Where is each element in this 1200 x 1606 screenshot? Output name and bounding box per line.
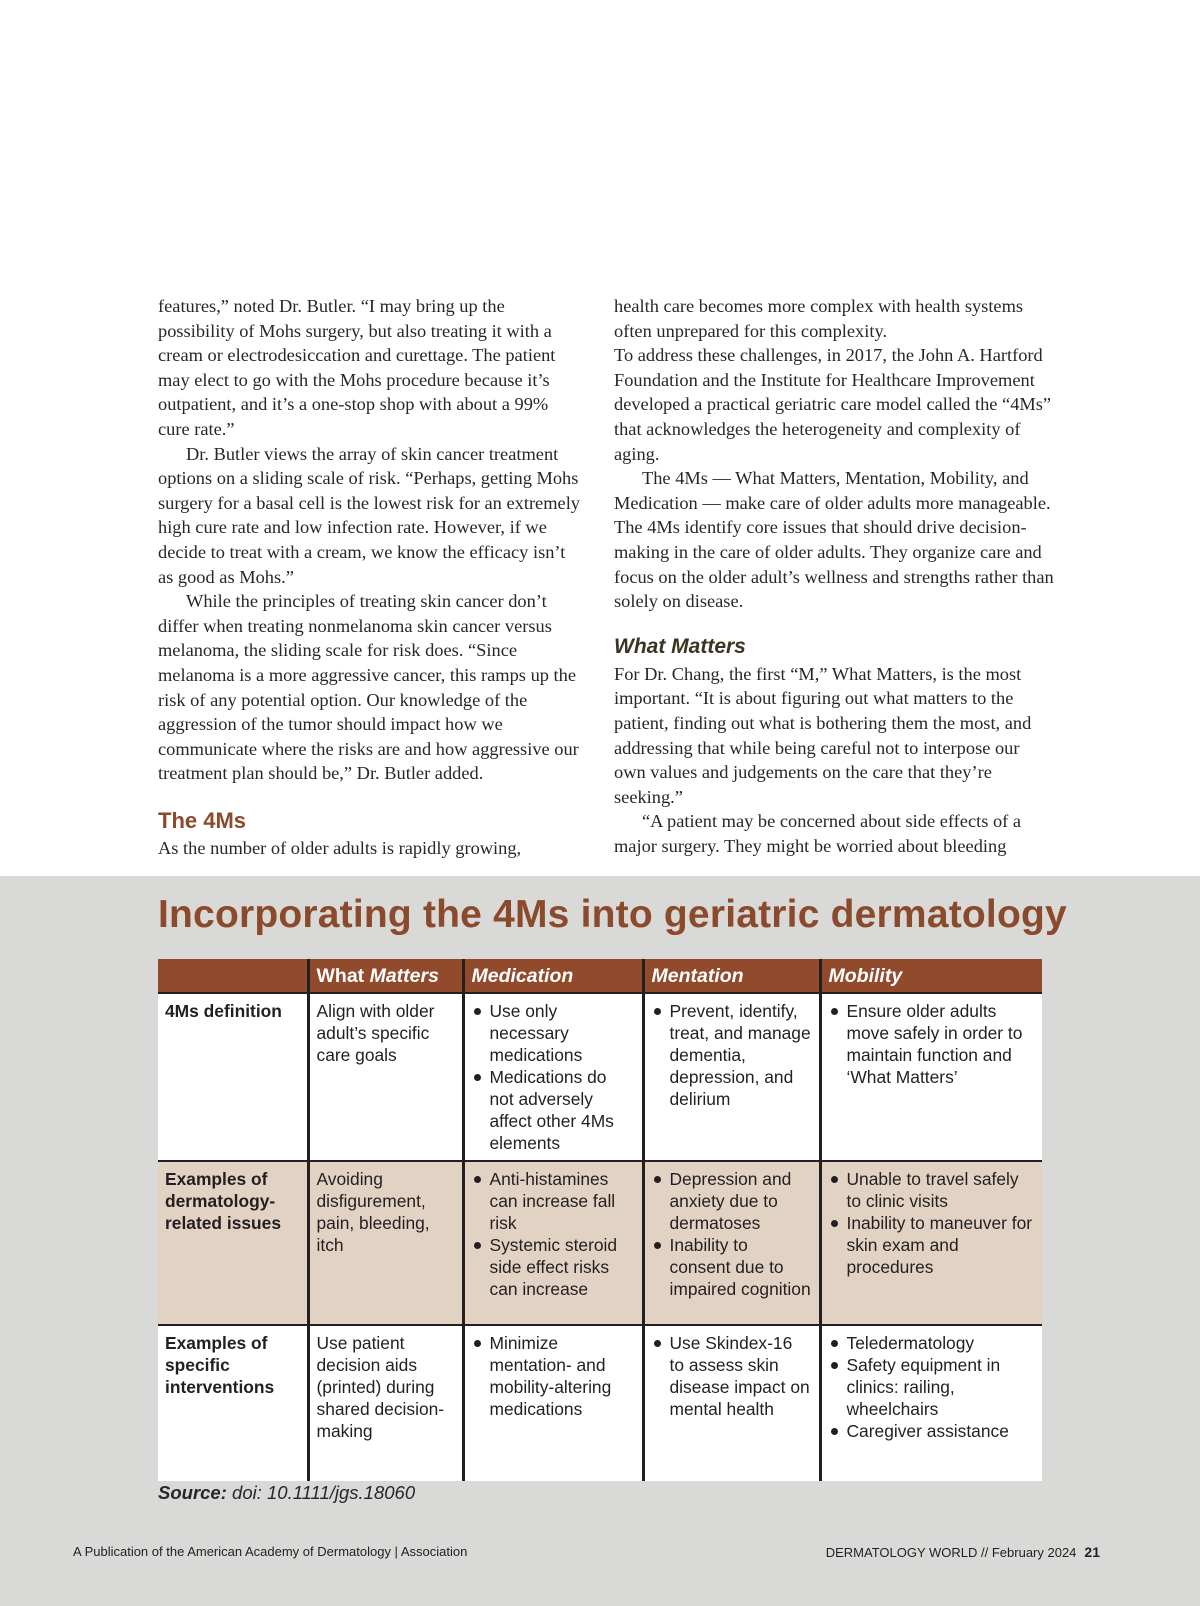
paragraph: The 4Ms — What Matters, Mentation, Mobility, and Medication — make care of older adults more manageable. The 4Ms identify core issues that should drive decision-making in the care of older adults. They organize care and focus on the older adult’s wellness and strengths rather than solely on disease. [614, 468, 1054, 612]
header-text-italic: Medication [471, 965, 574, 987]
bullet-list [829, 1000, 1036, 1088]
cell-mentation [643, 1161, 820, 1325]
cell-medication [463, 1325, 643, 1481]
list-item: Inability to maneuver for skin exam and procedures [829, 1212, 1036, 1278]
list-item: Caregiver assistance [829, 1420, 1036, 1442]
page-number: 21 [1084, 1544, 1100, 1560]
article-column-right [614, 294, 1054, 858]
bullet-list [829, 1168, 1036, 1278]
panel-title: Incorporating the 4Ms into geriatric dermatology [158, 893, 1067, 936]
header-medication [463, 959, 643, 993]
footer-issue [826, 1544, 1100, 1560]
footer-publication: A Publication of the American Academy of Dermatology | Association [73, 1544, 468, 1559]
list-item: Medications do not adversely affect other 4Ms elements [472, 1066, 635, 1154]
row-label: Examples of dermatology-related issues [158, 1161, 308, 1325]
header-text-italic: Mobility [828, 965, 903, 987]
table-row [158, 993, 1042, 1161]
bullet-list [472, 1168, 635, 1300]
bullet-list [652, 1332, 812, 1420]
bullet-list [652, 1000, 812, 1110]
source-label: Source: [158, 1482, 227, 1503]
source-doi: doi: 10.1111/jgs.18060 [232, 1482, 416, 1503]
cell-what-matters: Use patient decision aids (printed) during shared decision-making [308, 1325, 463, 1481]
list-item: Use only necessary medications [472, 1000, 635, 1066]
header-blank [158, 959, 308, 993]
row-label: Examples of specific interventions [158, 1325, 308, 1481]
table-row [158, 1325, 1042, 1481]
paragraph: Dr. Butler views the array of skin cancer treatment options on a sliding scale of risk. “Perhaps, getting Mohs surgery for a basal cell is the lowest risk for an extremely high cure rate and low infection rate. However, if we decide to treat with a cream, we know the efficacy isn’t as good as Mohs.” [158, 443, 580, 587]
list-item: Ensure older adults move safely in order to maintain function and ‘What Matters’ [829, 1000, 1036, 1088]
bullet-list [472, 1332, 635, 1420]
paragraph: To address these challenges, in 2017, the John A. Hartford Foundation and the Institute for Healthcare Improvement developed a practical geriatric care model called the “4Ms” that acknowledges the heterogeneity and complexity of aging. [614, 345, 1052, 464]
cell-what-matters: Avoiding disfigurement, pain, bleeding, itch [308, 1161, 463, 1325]
header-text: What [316, 965, 370, 987]
list-item: Use Skindex-16 to assess skin disease impact on mental health [652, 1332, 812, 1420]
bullet-list [652, 1168, 812, 1300]
header-text-italic: Matters [369, 965, 439, 987]
table-row [158, 1161, 1042, 1325]
bullet-list [829, 1332, 1036, 1442]
source-citation [158, 1482, 415, 1504]
cell-what-matters: Align with older adult’s specific care goals [308, 993, 463, 1161]
footer-issue-text: DERMATOLOGY WORLD // February 2024 [825, 1545, 1077, 1560]
cell-mentation [643, 993, 820, 1161]
list-item: Safety equipment in clinics: railing, wheelchairs [829, 1354, 1036, 1420]
header-mentation [643, 959, 820, 993]
header-what-matters [308, 959, 463, 993]
cell-mobility [820, 993, 1042, 1161]
list-item: Inability to consent due to impaired cognition [652, 1234, 812, 1300]
list-item: Minimize mentation- and mobility-altering medications [472, 1332, 635, 1420]
paragraph: As the number of older adults is rapidly growing, [158, 837, 522, 858]
section-heading-what-matters: What Matters [614, 634, 746, 658]
table-header-row [158, 959, 1042, 993]
cell-medication [463, 1161, 643, 1325]
article-column-left [158, 294, 584, 860]
list-item: Systemic steroid side effect risks can increase [472, 1234, 635, 1300]
cell-mobility [820, 1325, 1042, 1481]
list-item: Depression and anxiety due to dermatoses [652, 1168, 812, 1234]
cell-mentation [643, 1325, 820, 1481]
header-text-italic: Mentation [651, 965, 744, 987]
paragraph: features,” noted Dr. Butler. “I may bring up the possibility of Mohs surgery, but also treating it with a cream or electrodesiccation and curettage. The patient may elect to go with the Mohs procedure because it’s outpatient, and it’s a one-stop shop with about a 99% cure rate.” [158, 296, 556, 439]
paragraph: health care becomes more complex with health systems often unprepared for this complexity. [614, 296, 1024, 341]
4ms-table [158, 959, 1042, 1481]
list-item: Prevent, identify, treat, and manage dementia, depression, and delirium [652, 1000, 812, 1110]
list-item: Anti-histamines can increase fall risk [472, 1168, 635, 1234]
list-item: Teledermatology [829, 1332, 1036, 1354]
section-heading-4ms: The 4Ms [158, 807, 247, 833]
cell-mobility [820, 1161, 1042, 1325]
list-item: Unable to travel safely to clinic visits [829, 1168, 1036, 1212]
header-mobility [820, 959, 1042, 993]
paragraph: “A patient may be concerned about side effects of a major surgery. They might be worried about bleeding [614, 811, 1022, 856]
paragraph: For Dr. Chang, the first “M,” What Matters, is the most important. “It is about figuring out what matters to the patient, finding out what is bothering them the most, and addressing that while being careful not to interpose our own values and judgements on the care that they’re seeking.” [614, 663, 1032, 807]
bullet-list [472, 1000, 635, 1154]
paragraph: While the principles of treating skin cancer don’t differ when treating nonmelanoma skin cancer versus melanoma, the sliding scale for risk does. “Since melanoma is a more aggressive cancer, this ramps up the risk of any potential option. Our knowledge of the aggression of the tumor should impact how we communicate where the risks are and how aggressive our treatment plan should be,” Dr. Butler added. [158, 591, 579, 784]
cell-medication [463, 993, 643, 1161]
row-label: 4Ms definition [158, 993, 308, 1161]
